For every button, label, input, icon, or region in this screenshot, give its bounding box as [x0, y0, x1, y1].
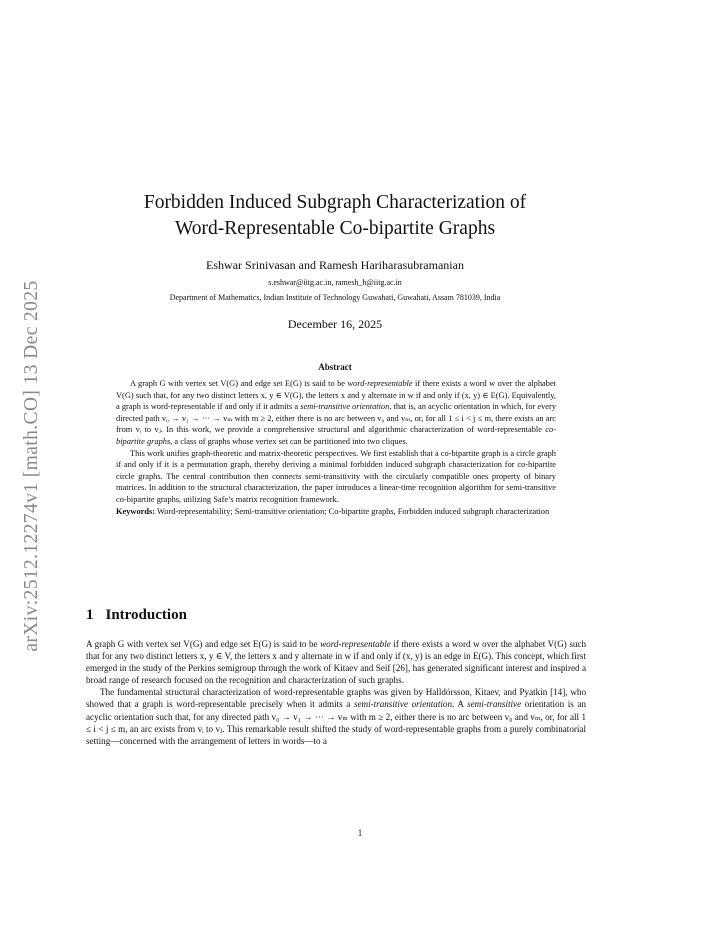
abstract-paragraph-2: This work unifies graph-theoretic and matrix-theoretic perspectives. We first establish that a co-bipartite graph is a circle graph if and only if it is a permutation graph, thereby deriving a minimal forbidden induced subgraph characterization for co-bipartite circle graphs. The central contribution then connects semi-transitivity with the circularly compatible ones property of binary matrices. In addition to the structural characterization, the paper introduces a linear-time recognition algorithm for semi-transitive co-bipartite graphs, utilizing Safe’s matrix recognition framework. — [116, 448, 556, 504]
section-number: 1 — [86, 607, 94, 623]
paper-title — [110, 190, 560, 242]
intro-paragraph-1: A graph G with vertex set V(G) and edge set E(G) is said to be word-representable if there exists a word w over the alphabet V(G) such that for any two distinct letters x, y ∈ V, the letters x and y alternate in w if and only if (x, y) is an edge in E(G). This concept, which first emerged in the study of the Perkins semigroup through the work of Kitaev and Seif [26], has generated significant interest and inspired a broad range of research focused on the recognition and characterization of such graphs. — [86, 639, 586, 686]
author-emails: s.eshwar@iitg.ac.in, ramesh_h@iitg.ac.in — [268, 278, 402, 287]
intro-paragraph-2: The fundamental structural characterization of word-representable graphs was given by Halldórsson, Kitaev, and Pyatkin [14], who showed that a graph is word-representable precisely when it admits a semi-transitive orientation. A semi-transitive orientation is an acyclic orientation such that, for any directed path v₀ → v₁ → ··· → vₘ with m ≥ 2, either there is no arc between v₀ and vₘ, or, for all 1 ≤ i < j ≤ m, an arc exists from vᵢ to vⱼ. This remarkable result shifted the study of word-representable graphs from a purely combinatorial setting—concerned with the arrangement of letters in words—to a — [86, 687, 586, 746]
section-title: Introduction — [105, 607, 187, 623]
section-heading — [86, 607, 187, 624]
abstract-heading: Abstract — [318, 362, 352, 372]
introduction-body — [86, 638, 586, 747]
authors: Eshwar Srinivasan and Ramesh Hariharasubramanian — [206, 258, 464, 272]
abstract-paragraph-1: A graph G with vertex set V(G) and edge set E(G) is said to be word-representable if there exists a word w over the alphabet V(G) such that, for any two distinct letters x, y ∈ V(G), the letters x and y alternate in w if and only if (x, y) ∈ E(G). Equivalently, a graph is word-representable if and only if it admits a semi-transitive orientation, that is, an acyclic orientation in which, for every directed path v₀ → v₁ → ··· → vₘ with m ≥ 2, either there is no arc between v₀ and vₘ, or, for all 1 ≤ i < j ≤ m, there exists an arc from vᵢ to vⱼ. In this work, we provide a comprehensive structural and algorithmic characterization of word-representable co-bipartite graphs, a class of graphs whose vertex set can be partitioned into two cliques. — [116, 379, 557, 446]
arxiv-side-stamp: arXiv:2512.12274v1 [math.CO] 13 Dec 2025 — [21, 280, 42, 652]
paper-date: December 16, 2025 — [287, 317, 383, 331]
page-number: 1 — [357, 828, 363, 838]
keywords: Keywords: Word-representability; Semi-transitive orientation; Co-bipartite graphs, Forbidden induced subgraph characterization — [116, 506, 550, 516]
affiliation: Department of Mathematics, Indian Institute of Technology Guwahati, Guwahati, Assam 781039, India — [169, 293, 501, 302]
title-line-1: Forbidden Induced Subgraph Characterization of — [143, 192, 527, 213]
abstract-body — [116, 378, 556, 517]
keywords-label: Keywords: — [116, 506, 156, 516]
title-line-2: Word-Representable Co-bipartite Graphs — [174, 218, 496, 239]
